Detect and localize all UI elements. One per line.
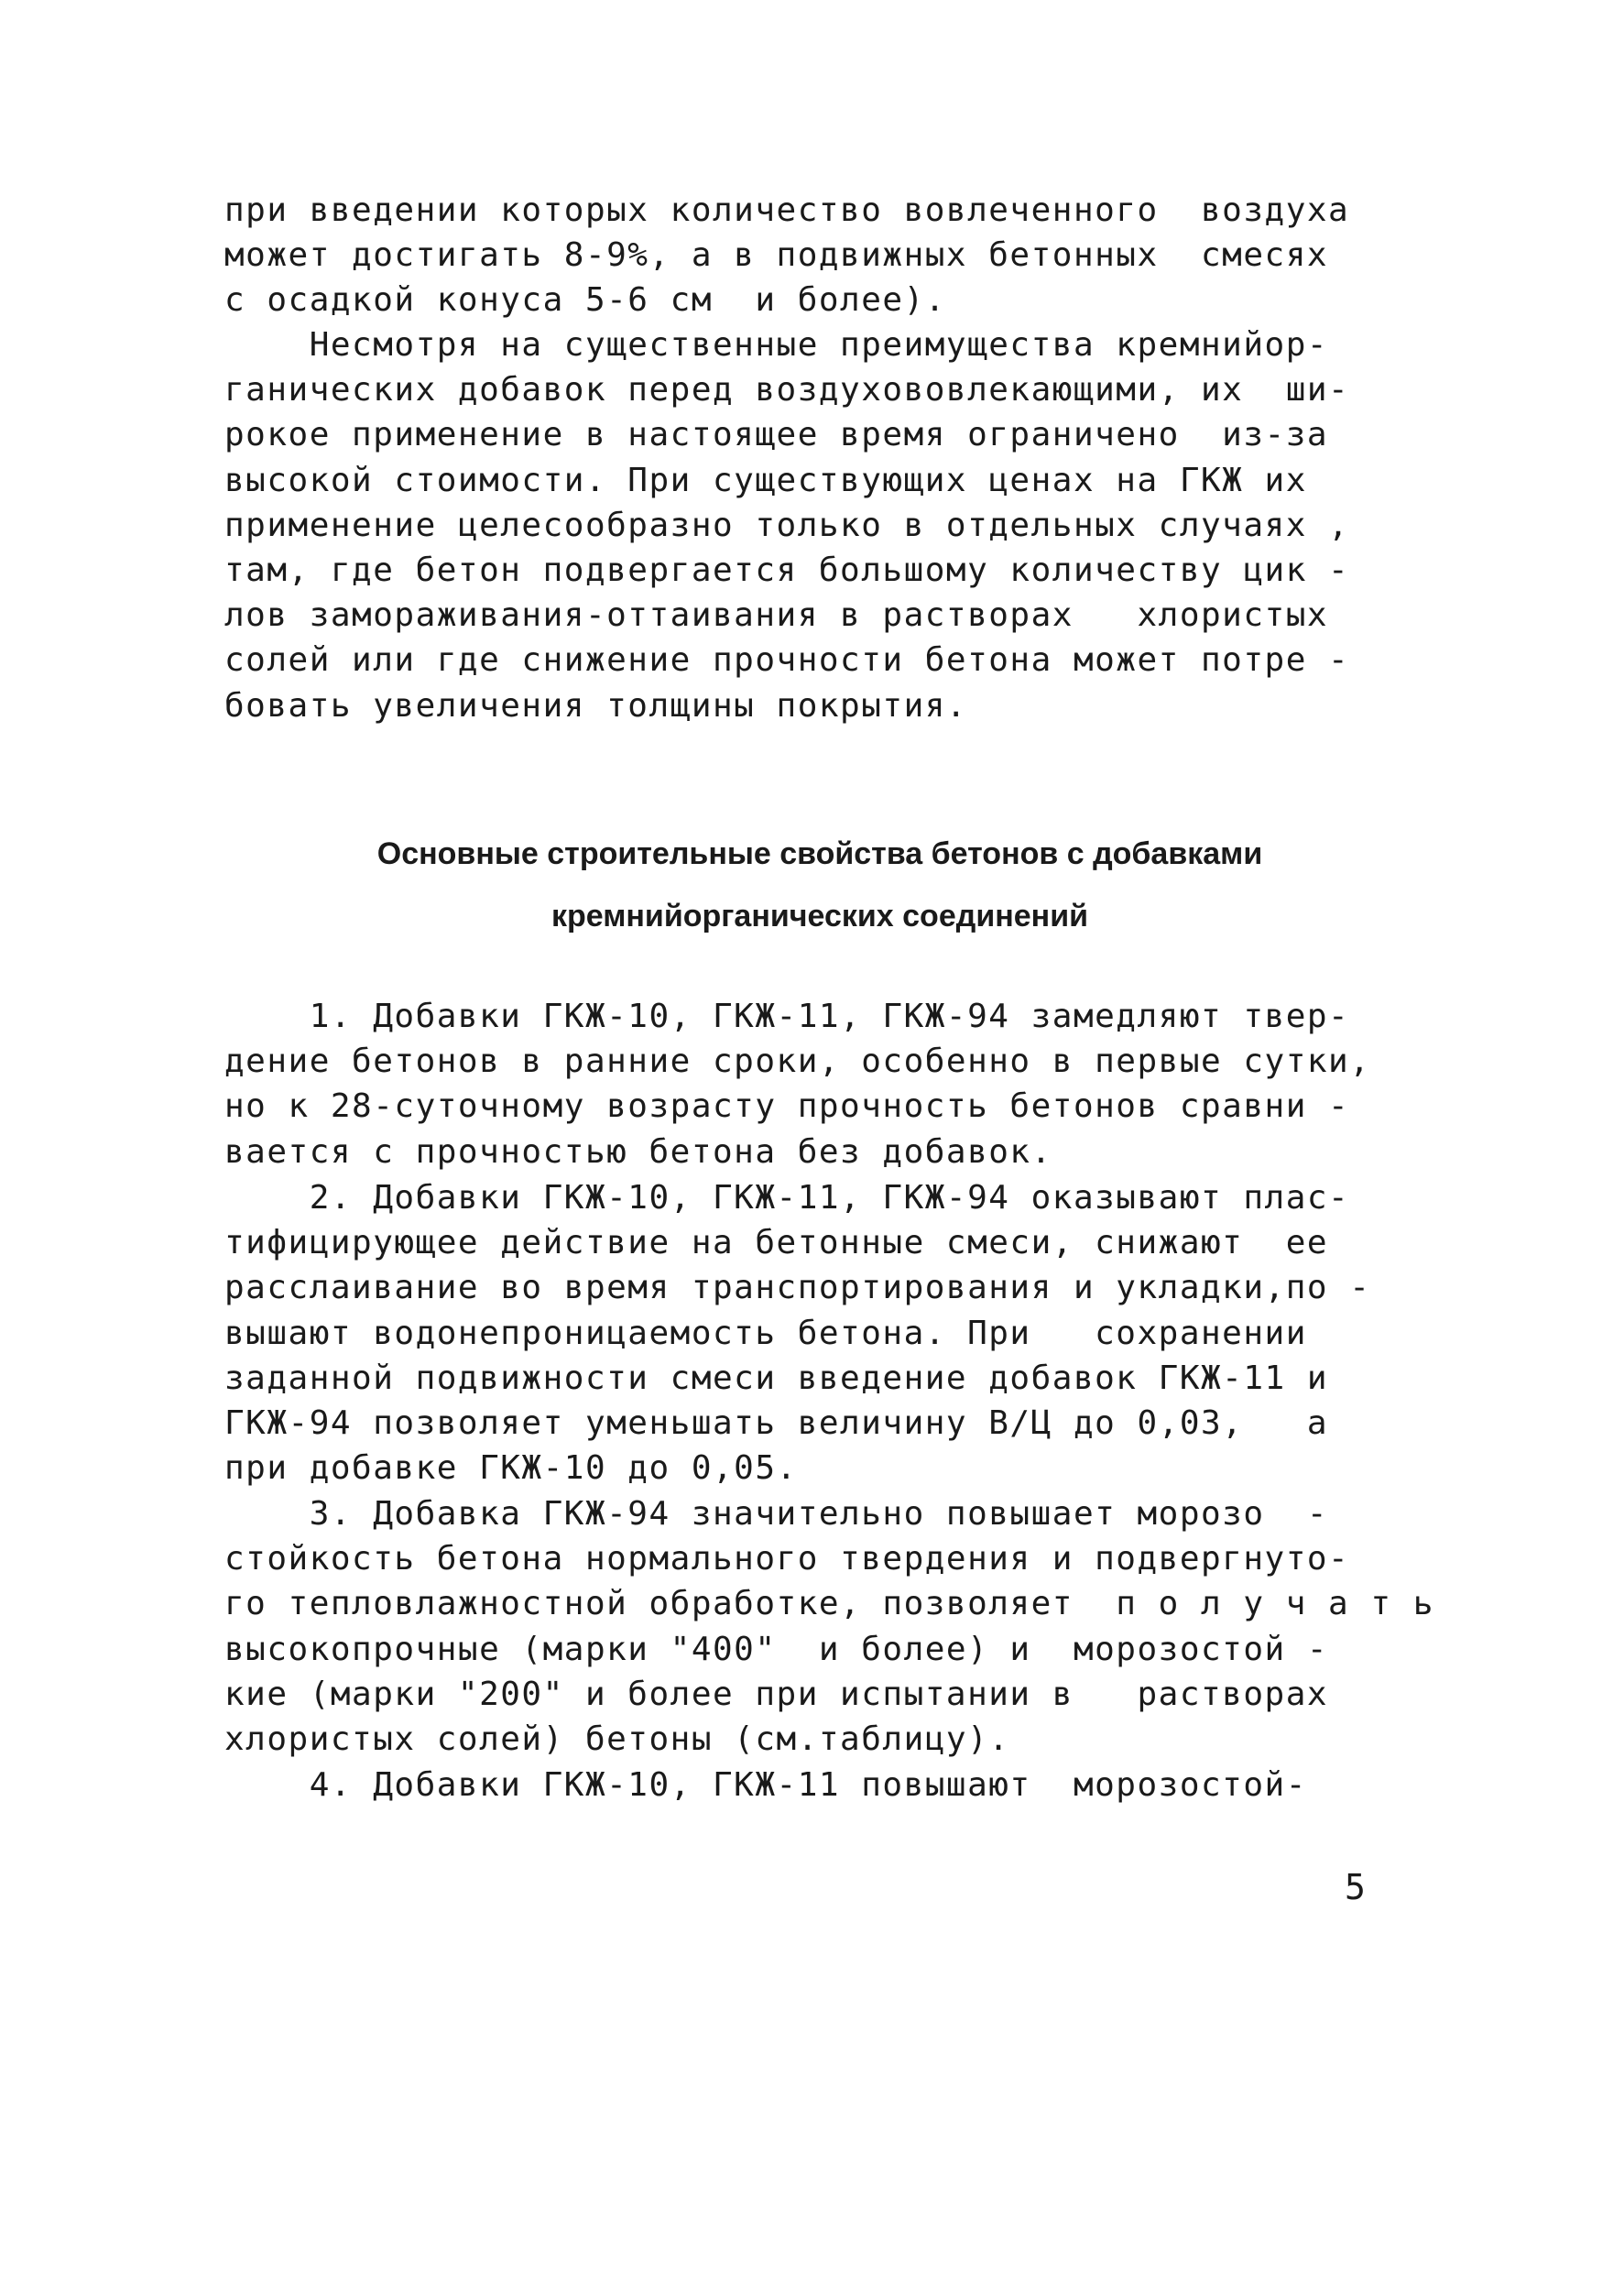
text-line: 1. Добавки ГКЖ-10, ГКЖ-11, ГКЖ-94 замедляют твер- bbox=[224, 998, 1350, 1035]
text-line: вышают водонепроницаемость бетона. При сохранении bbox=[224, 1314, 1307, 1352]
text-line: вается с прочностью бетона без добавок. bbox=[224, 1132, 1052, 1171]
section-heading-line-1: Основные строительные свойства бетонов с добавками bbox=[376, 836, 1263, 871]
section-heading-line-2: кремнийорганических соединений bbox=[550, 899, 1089, 934]
text-line: там, где бетон подвергается большому количеству цик - bbox=[224, 551, 1350, 589]
paragraph-cost bbox=[224, 322, 1415, 728]
list-item-3 bbox=[224, 1491, 1434, 1762]
page-number: 5 bbox=[1345, 1867, 1366, 1907]
text-line: солей или где снижение прочности бетона может потре - bbox=[224, 641, 1350, 680]
text-line: лов замораживания-оттаивания в растворах хлористых bbox=[224, 596, 1329, 635]
text-line: высокопрочные (марки "400" и более) и морозостой - bbox=[224, 1630, 1329, 1668]
text-line: заданной подвижности смеси введение добавок ГКЖ-11 и bbox=[224, 1359, 1329, 1397]
text-line: тифицирующее действие на бетонные смеси, снижают ее bbox=[224, 1224, 1329, 1262]
text-line: 4. Добавки ГКЖ-10, ГКЖ-11 повышают морозостой- bbox=[224, 1766, 1307, 1804]
text-line: высокой стоимости. При существующих ценах на ГКЖ их bbox=[224, 461, 1307, 499]
text-line: ГКЖ-94 позволяет уменьшать величину В/Ц до 0,03, а bbox=[224, 1403, 1329, 1442]
text-line: но к 28-суточному возрасту прочность бетонов сравни - bbox=[224, 1087, 1350, 1126]
text-line: дение бетонов в ранние сроки, особенно в первые сутки, bbox=[224, 1043, 1371, 1081]
text-line: применение целесообразно только в отдельных случаях , bbox=[224, 506, 1350, 544]
text-line: Несмотря на существенные преимущества кремнийор- bbox=[224, 326, 1329, 364]
text-line: с осадкой конуса 5-6 см и более). bbox=[224, 281, 946, 320]
text-line: может достигать 8-9%, а в подвижных бетонных смесях bbox=[224, 236, 1329, 275]
text-line: кие (марки "200" и более при испытании в растворах bbox=[224, 1675, 1329, 1713]
text-line: рокое применение в настоящее время ограничено из-за bbox=[224, 416, 1329, 454]
text-line: ганических добавок перед воздухововлекающими, их ши- bbox=[224, 371, 1350, 409]
text-line: го тепловлажностной обработке, позволяет п о л у ч а т ь bbox=[224, 1585, 1434, 1623]
text-line: бовать увеличения толщины покрытия. bbox=[224, 686, 968, 725]
text-line: стойкость бетона нормального твердения и подвергнуто- bbox=[224, 1540, 1350, 1578]
list-item-1 bbox=[224, 994, 1415, 1174]
text-line: 2. Добавки ГКЖ-10, ГКЖ-11, ГКЖ-94 оказывают плас- bbox=[224, 1179, 1350, 1217]
text-line: хлористых солей) бетоны (см.таблицу). bbox=[224, 1720, 1010, 1758]
text-line: расслаивание во время транспортирования и укладки,по - bbox=[224, 1269, 1371, 1307]
intro-paragraph bbox=[224, 188, 1415, 323]
text-line: при добавке ГКЖ-10 до 0,05. bbox=[224, 1449, 798, 1488]
list-item-4 bbox=[224, 1763, 1415, 1807]
text-line: при введении которых количество вовлеченного воздуха bbox=[224, 191, 1350, 229]
section-heading bbox=[224, 823, 1415, 947]
list-item-2 bbox=[224, 1175, 1415, 1490]
text-line: 3. Добавка ГКЖ-94 значительно повышает морозо - bbox=[224, 1495, 1329, 1533]
